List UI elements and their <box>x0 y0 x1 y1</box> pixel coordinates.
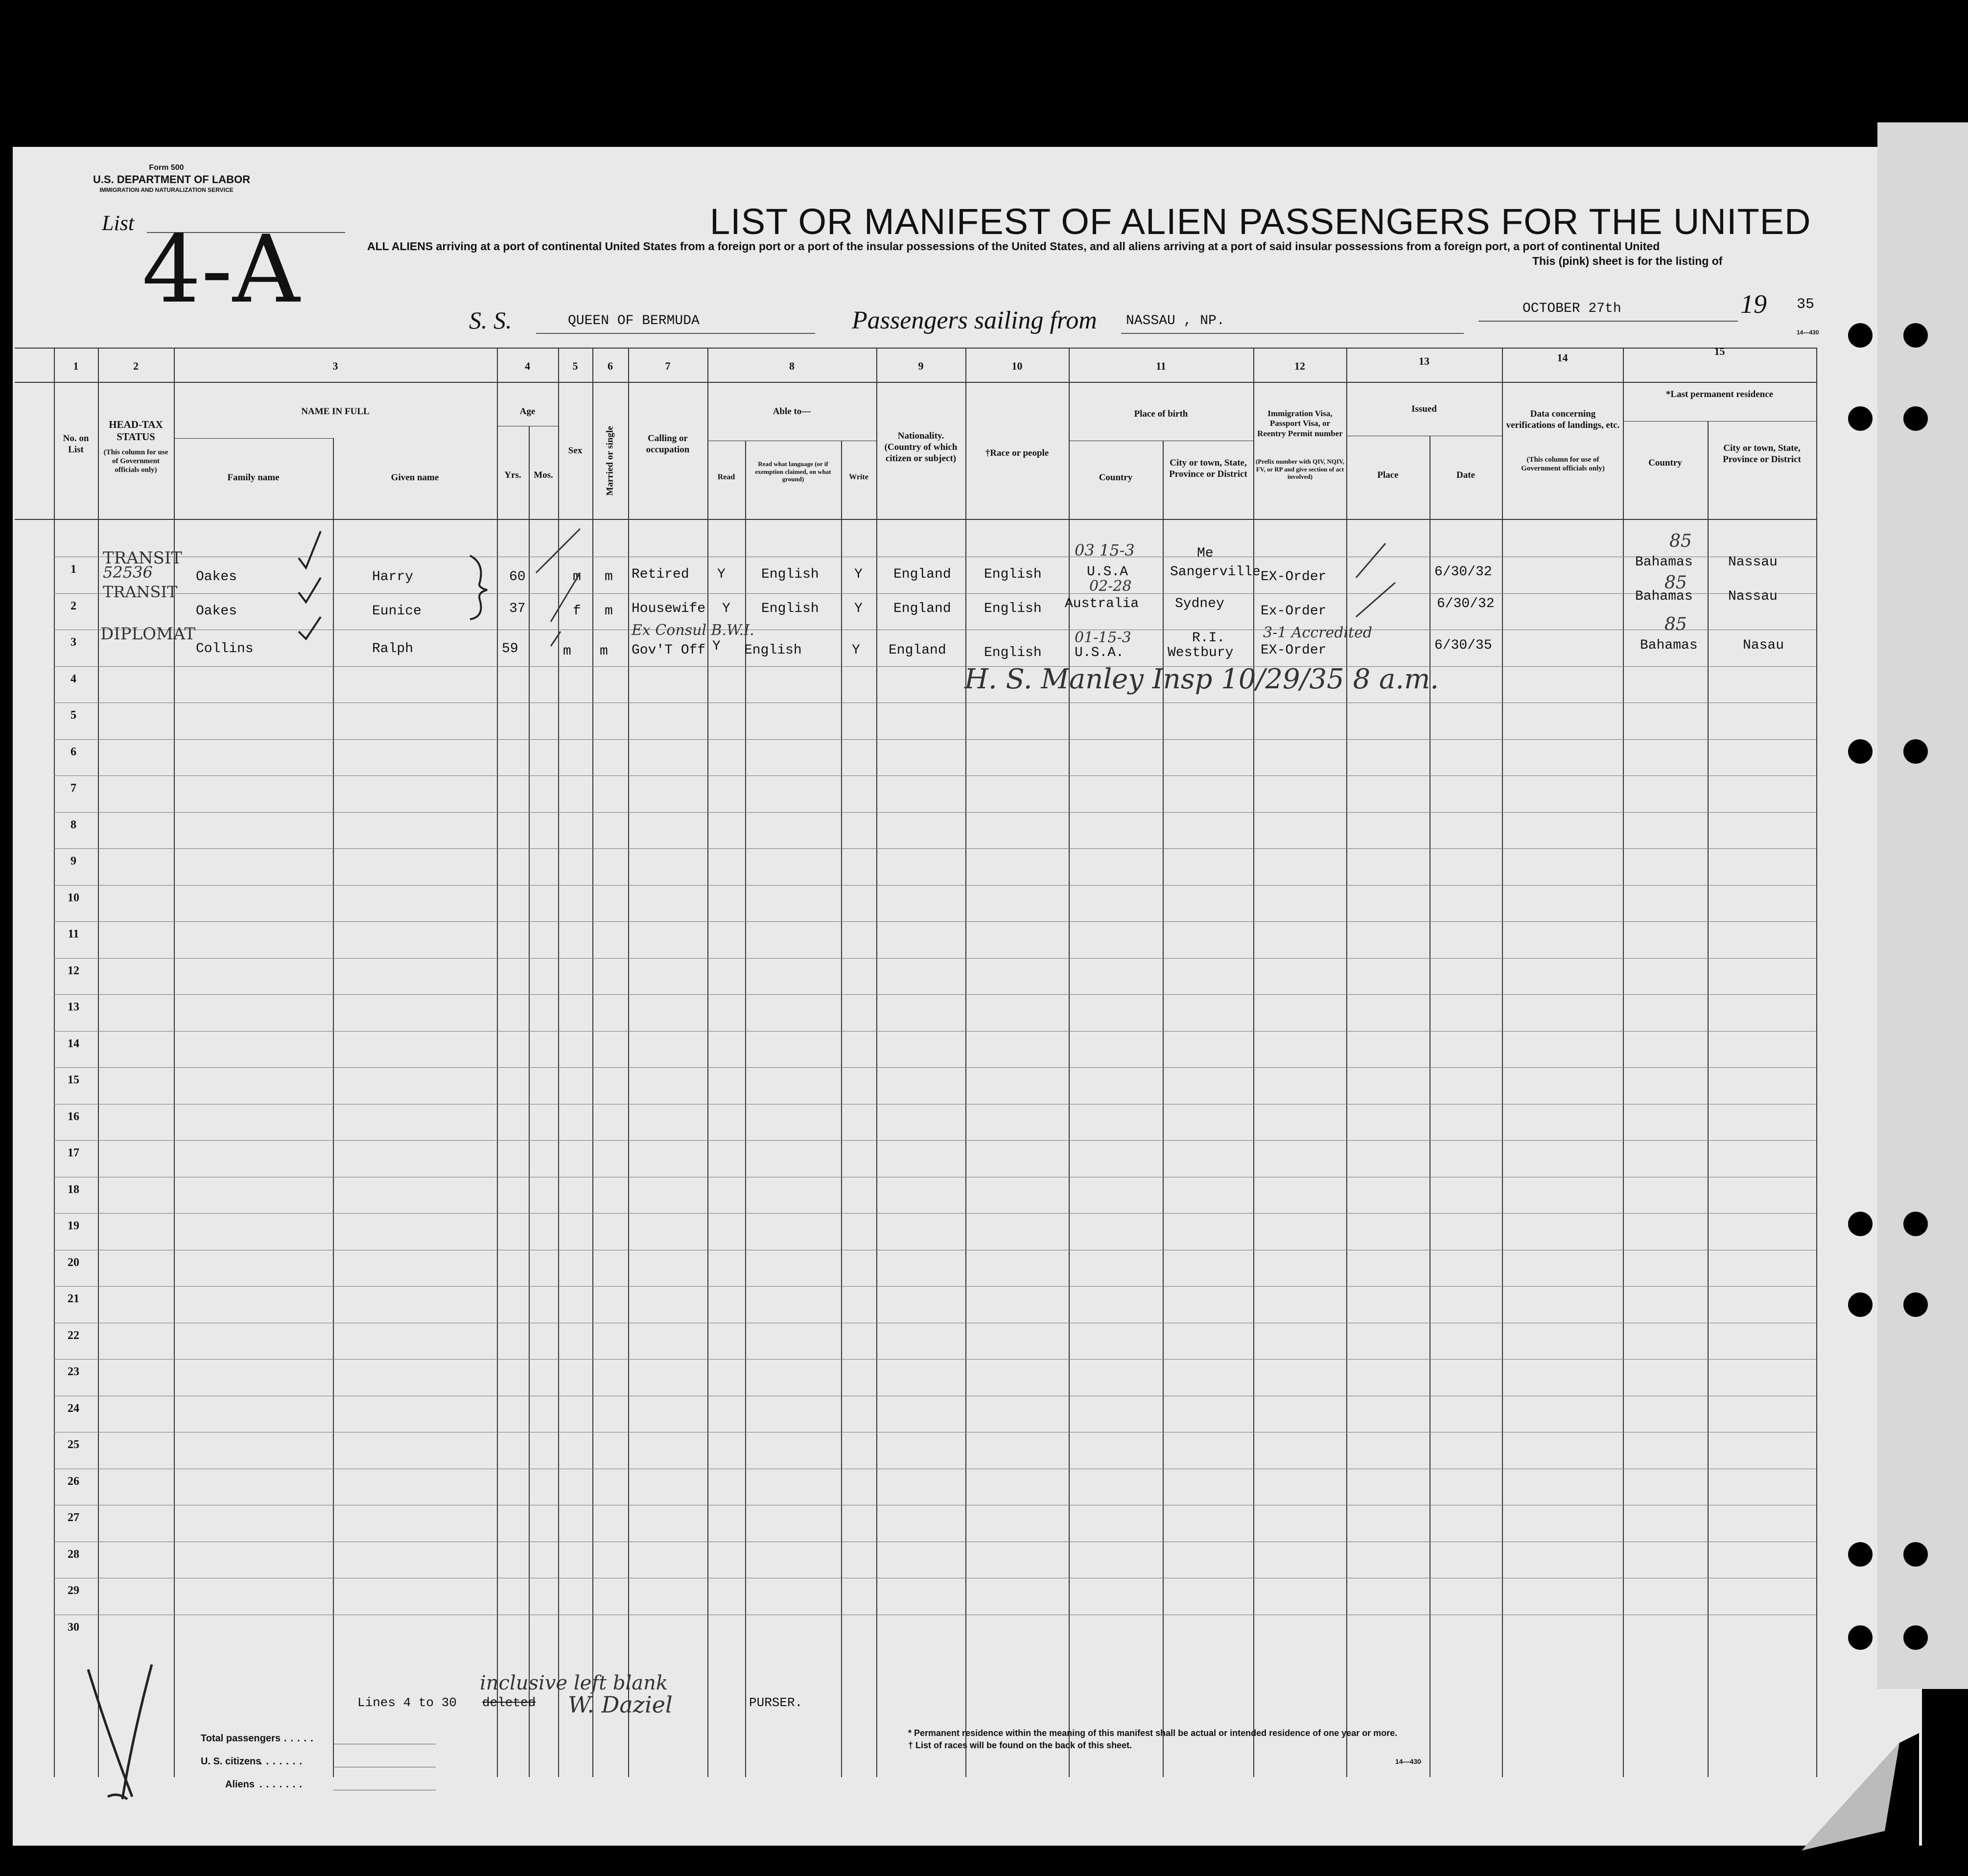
row-number: 13 <box>68 1001 79 1013</box>
family-name: Oakes <box>196 569 237 585</box>
married: m <box>605 569 613 585</box>
language: English <box>744 643 802 658</box>
row-number: 11 <box>68 928 79 940</box>
footnote-races: † List of races will be found on the back of this sheet. <box>908 1740 1132 1750</box>
language: English <box>761 567 819 582</box>
row-rule <box>54 921 1816 922</box>
punch-hole <box>1848 1625 1873 1650</box>
header-given-name: Given name <box>391 472 439 483</box>
res-country-note: 85 <box>1664 573 1687 593</box>
tick-lines-icon <box>531 524 590 651</box>
row-number: 22 <box>68 1329 79 1342</box>
list-label: List <box>102 211 135 235</box>
form-department-block <box>93 163 251 194</box>
row-number: 18 <box>68 1183 79 1196</box>
visa: Ex-Order <box>1261 604 1327 619</box>
res-country: Bahamas <box>1640 638 1698 653</box>
row-rule <box>54 994 1816 995</box>
col-number: 3 <box>332 360 338 372</box>
write: Y <box>854 601 863 616</box>
header-yrs: Yrs. <box>504 470 521 480</box>
row-number: 2 <box>70 599 76 612</box>
headtax-status: DIPLOMAT <box>100 624 196 644</box>
col-number: 8 <box>789 360 795 372</box>
inspector-signature: H. S. Manley Insp 10/29/35 8 a.m. <box>964 663 1439 695</box>
service-name: IMMIGRATION AND NATURALIZATION SERVICE <box>99 186 234 193</box>
form-code: 14—430 <box>1395 1758 1421 1765</box>
sailing-label: Passengers sailing from <box>852 306 1097 334</box>
header-nationality: Nationality. (Country of which citizen or subject) <box>884 431 958 464</box>
row-number: 1 <box>70 563 76 576</box>
nationality: England <box>893 601 951 616</box>
manifest-sheet <box>13 147 1922 1846</box>
family-name: Collins <box>196 641 254 657</box>
punch-hole <box>1848 1292 1873 1317</box>
header-issued-date: Date <box>1456 470 1475 480</box>
married: m <box>600 644 608 659</box>
col-number: 5 <box>572 360 578 372</box>
next-page-edge <box>1877 122 1968 1689</box>
res-country-note: 85 <box>1669 531 1692 551</box>
res-city: Nassau <box>1728 555 1778 570</box>
age: 59 <box>502 641 518 657</box>
race: English <box>984 645 1042 660</box>
nationality: England <box>893 567 951 582</box>
birth-country: Australia <box>1065 596 1139 611</box>
calling: Gov'T Off <box>632 643 706 658</box>
birth-city: Sangerville <box>1170 564 1261 580</box>
row-rule <box>54 812 1816 813</box>
header-res-city: City or town, State, Province or District <box>1723 443 1801 465</box>
birth-city: Sydney <box>1175 596 1224 611</box>
birth-country: U.S.A <box>1087 564 1128 580</box>
col-number: 15 <box>1714 345 1725 357</box>
year-suffix: 35 <box>1797 296 1815 313</box>
row-rule <box>54 958 1816 959</box>
nationality: England <box>889 643 946 658</box>
list-number: 4-A <box>142 215 300 324</box>
row-number: 6 <box>70 745 76 758</box>
departure-port: NASSAU , NP. <box>1126 313 1225 328</box>
row-number: 5 <box>70 709 76 722</box>
birth-city: Westbury <box>1168 645 1234 660</box>
row-number: 25 <box>68 1438 79 1451</box>
res-city: Nasau <box>1743 638 1784 653</box>
col-number: 2 <box>133 360 139 372</box>
punch-hole <box>1903 1625 1928 1650</box>
punch-hole <box>1903 406 1928 431</box>
year-prefix: 19 <box>1740 289 1767 319</box>
visa: EX-Order <box>1261 569 1327 585</box>
row-rule <box>54 1031 1816 1032</box>
punch-hole <box>1848 323 1873 348</box>
header-res-country: Country <box>1648 458 1682 468</box>
age: 37 <box>509 601 526 616</box>
header-place-of-birth: Place of birth <box>1134 409 1188 419</box>
headtax-status: TRANSIT <box>103 548 182 568</box>
tick-lines-icon <box>1351 539 1410 627</box>
header-data-note: (This column for use of Government officials only) <box>1521 456 1605 472</box>
deleted-text: deleted <box>482 1695 536 1710</box>
inclusive-note: inclusive left blank <box>480 1672 668 1694</box>
bracket-icon <box>465 553 494 622</box>
col-number: 9 <box>918 360 924 372</box>
birth-country-note: 02-28 <box>1089 578 1132 595</box>
birth-country-note: 01-15-3 <box>1075 629 1131 646</box>
headtax-number: 52536 <box>103 563 153 582</box>
purser-signature: W. Daziel <box>568 1691 673 1718</box>
header-issued: Issued <box>1411 404 1437 414</box>
issued-date: 6/30/32 <box>1434 564 1492 580</box>
x-mark-icon <box>78 1660 157 1806</box>
punch-hole <box>1903 739 1928 764</box>
sailing-date: OCTOBER 27th <box>1523 301 1621 316</box>
calling: Housewife <box>632 601 706 616</box>
row-rule <box>54 1359 1816 1360</box>
row-number: 16 <box>68 1110 79 1123</box>
page-title: LIST OR MANIFEST OF ALIEN PASSENGERS FOR THE UNITED <box>710 201 1811 242</box>
form-code-top: 14—430 <box>1797 329 1819 336</box>
row-number: 17 <box>68 1147 79 1159</box>
header-no-on-list: No. on List <box>63 433 89 455</box>
header-mos: Mos. <box>534 470 553 480</box>
row-number: 19 <box>68 1219 79 1232</box>
header-last-residence: *Last permanent residence <box>1665 389 1774 399</box>
row-rule <box>54 848 1816 849</box>
punch-hole <box>1903 1212 1928 1236</box>
header-able-to: Able to— <box>773 406 811 417</box>
department-name: U.S. DEPARTMENT OF LABOR <box>93 173 251 186</box>
punch-hole <box>1848 406 1873 431</box>
row-number: 3 <box>70 636 76 649</box>
punch-hole <box>1903 1542 1928 1567</box>
subtitle-line2: This (pink) sheet is for the listing of <box>1532 255 1723 267</box>
read: Y <box>722 601 730 616</box>
read: Y <box>712 639 721 654</box>
header-read-language: Read what language (or if exemption claimed, on what ground) <box>755 460 831 483</box>
write: Y <box>852 643 860 658</box>
res-country: Bahamas <box>1635 589 1693 604</box>
header-sex: Sex <box>568 446 583 456</box>
issued-date: 6/30/35 <box>1434 638 1492 653</box>
family-name: Oakes <box>196 604 237 619</box>
header-family-name: Family name <box>227 472 280 483</box>
header-head-tax-note: (This column for use of Government officials only) <box>103 448 168 474</box>
col-number: 11 <box>1156 360 1166 372</box>
punch-hole <box>1848 1542 1873 1567</box>
race: English <box>984 567 1042 582</box>
header-race: †Race or people <box>985 448 1049 458</box>
row-rule <box>54 1140 1816 1141</box>
res-country-note: 85 <box>1664 614 1687 634</box>
sex: m <box>563 644 571 659</box>
sex: f <box>573 604 581 619</box>
row-number: 26 <box>68 1475 79 1488</box>
row-number: 8 <box>70 818 76 831</box>
headtax-status: TRANSIT <box>103 583 178 601</box>
col-number: 10 <box>1011 360 1023 372</box>
col-number: 7 <box>665 360 671 372</box>
row-number: 20 <box>68 1256 79 1269</box>
row-number: 9 <box>70 855 76 868</box>
header-calling: Calling or occupation <box>646 433 690 455</box>
punch-hole <box>1903 323 1928 348</box>
visa: EX-Order <box>1261 643 1327 658</box>
row-number: 10 <box>68 891 79 904</box>
header-married: Married or single <box>605 426 615 496</box>
punch-hole <box>1848 1212 1873 1236</box>
header-visa-note: (Prefix number with QIV, NQIV, FV, or RP and give section of act involved) <box>1255 458 1345 481</box>
row-number: 14 <box>68 1037 79 1050</box>
sex: m <box>573 569 581 585</box>
header-data-concerning: Data concerning verifications of landings, etc. <box>1506 409 1620 430</box>
header-age: Age <box>519 406 536 417</box>
res-city: Nassau <box>1728 589 1778 604</box>
birth-country-note: 03 15-3 <box>1075 541 1135 560</box>
row-number: 7 <box>70 782 76 795</box>
age: 60 <box>509 569 526 585</box>
subtitle-line1: ALL ALIENS arriving at a port of continental United States from a foreign port or a port of the insular possessions of the United States, and all aliens arriving at a port of said insular possessions from a foreign port, a port of continental United <box>367 240 1660 253</box>
aliens-label: Aliens <box>225 1779 255 1790</box>
total-passengers-label: Total passengers <box>201 1733 281 1744</box>
row-rule <box>54 1067 1816 1068</box>
row-number: 23 <box>68 1365 79 1378</box>
row-rule <box>54 739 1816 740</box>
given-name: Harry <box>372 569 414 585</box>
birth-city-note: R.I. <box>1192 631 1225 646</box>
footnote-residence: * Permanent residence within the meaning of this manifest shall be actual or intended residence of one year or more. <box>908 1728 1398 1738</box>
language: English <box>761 601 819 616</box>
col-number: 13 <box>1419 355 1429 367</box>
row-number: 30 <box>68 1620 79 1634</box>
check-mark-icon <box>294 529 333 646</box>
form-number: Form 500 <box>149 164 184 172</box>
col-number: 6 <box>608 360 613 372</box>
header-issued-place: Place <box>1377 470 1399 480</box>
row-number: 4 <box>70 672 76 685</box>
row-rule <box>54 666 1816 667</box>
row-number: 27 <box>68 1511 79 1524</box>
row-rule <box>54 885 1816 886</box>
row-number: 12 <box>68 964 79 977</box>
calling: Retired <box>632 567 689 582</box>
race: English <box>984 601 1042 616</box>
col-number: 4 <box>525 360 530 372</box>
header-birth-city: City or town, State, Province or District <box>1169 458 1247 479</box>
ship-name: QUEEN OF BERMUDA <box>568 313 700 328</box>
issued-date: 6/30/32 <box>1437 596 1495 611</box>
us-citizens-label: U. S. citizens <box>201 1756 261 1767</box>
visa-note: 3-1 Accredited <box>1263 624 1373 641</box>
header-head-tax: HEAD-TAX STATUS <box>109 419 163 443</box>
row-rule <box>54 775 1816 776</box>
row-number: 29 <box>68 1584 79 1597</box>
header-visa: Immigration Visa, Passport Visa, or Reentry Permit number <box>1257 409 1343 438</box>
given-name: Eunice <box>372 604 422 619</box>
read: Y <box>717 567 726 582</box>
purser-label: PURSER. <box>749 1695 803 1710</box>
lines-note: Lines 4 to 30 <box>357 1695 457 1710</box>
row-number: 15 <box>68 1074 79 1086</box>
row-rule <box>54 1213 1816 1214</box>
res-country: Bahamas <box>1635 555 1693 570</box>
given-name: Ralph <box>372 641 414 657</box>
col-number: 12 <box>1294 360 1305 372</box>
row-number: 21 <box>68 1292 79 1305</box>
header-name-in-full: NAME IN FULL <box>301 406 370 417</box>
married: m <box>605 604 613 619</box>
ss-label: S. S. <box>469 306 512 334</box>
calling-note: Ex Consul B.W.I. <box>632 622 754 639</box>
col-number: 1 <box>73 360 79 372</box>
header-birth-country: Country <box>1099 472 1133 483</box>
row-number: 28 <box>68 1548 79 1561</box>
write: Y <box>854 567 863 582</box>
header-read: Read <box>717 473 735 481</box>
page-curl <box>1802 1733 1919 1851</box>
punch-hole <box>1848 739 1873 764</box>
birth-city-note: Me <box>1197 546 1214 561</box>
punch-hole <box>1903 1292 1928 1317</box>
row-rule <box>54 1286 1816 1287</box>
birth-country: U.S.A. <box>1075 645 1124 660</box>
row-number: 24 <box>68 1402 79 1415</box>
header-write: Write <box>849 473 868 481</box>
col-number: 14 <box>1557 352 1568 364</box>
